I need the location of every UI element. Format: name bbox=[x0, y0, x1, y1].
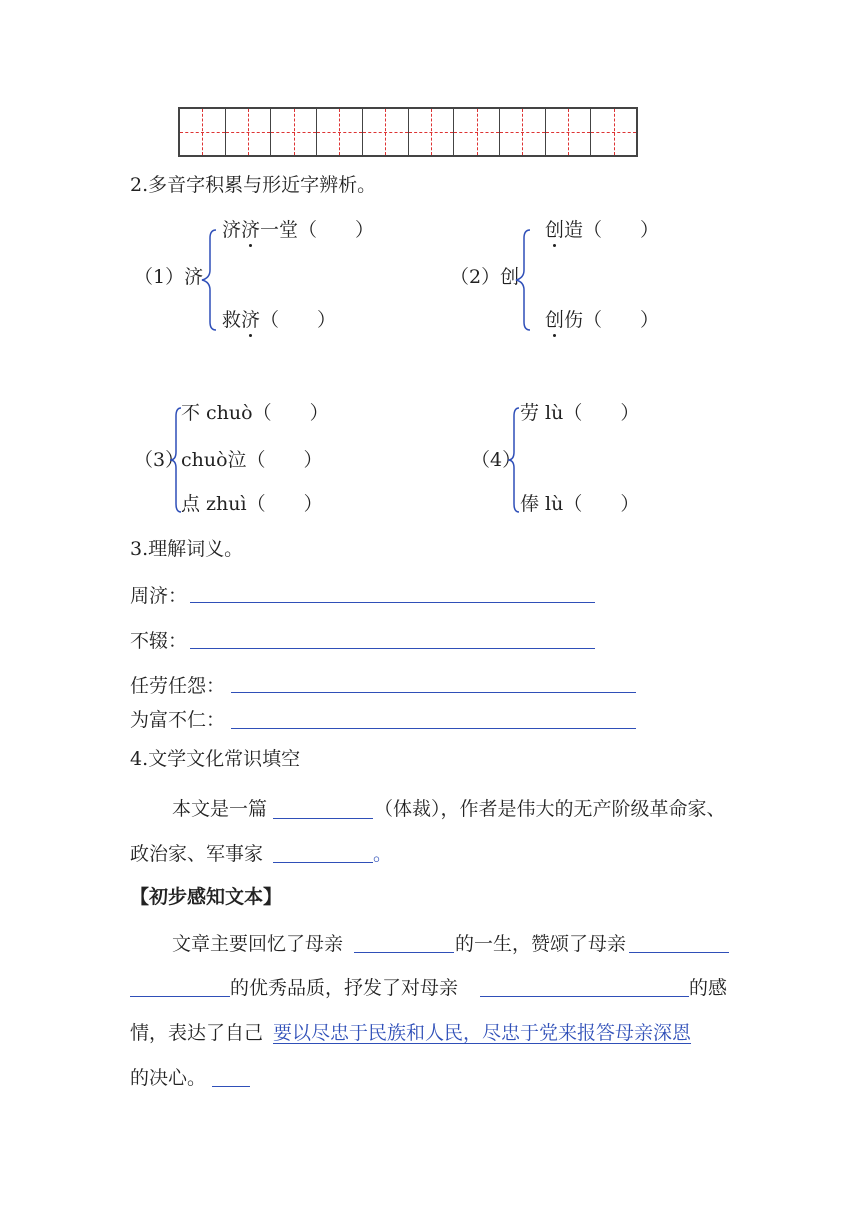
answer-blank[interactable] bbox=[190, 648, 595, 649]
sec-line-3-answer: 要以尽忠于民族和人民，尽忠于党来报答母亲深恩 bbox=[273, 1022, 692, 1044]
answer-blank[interactable] bbox=[629, 952, 729, 953]
answer-blank[interactable] bbox=[212, 1086, 250, 1087]
sec-line-3-start: 情，表达了自己 bbox=[130, 1022, 264, 1044]
answer-blank[interactable] bbox=[130, 996, 230, 997]
group-3-label: （3） bbox=[134, 449, 185, 471]
answer-blank[interactable] bbox=[273, 862, 373, 863]
term-weifuburen: 为富不仁： bbox=[130, 709, 226, 731]
q4-line-1-start: 本文是一篇 bbox=[172, 798, 268, 820]
grid-cell[interactable] bbox=[409, 109, 455, 155]
answer-blank[interactable] bbox=[231, 728, 636, 729]
group-3-item-a: 不 chuò（ ） bbox=[181, 402, 329, 424]
sec-line-1-start: 文章主要回忆了母亲 bbox=[172, 933, 344, 955]
group-3-item-b: chuò泣（ ） bbox=[181, 449, 323, 471]
sec-line-2-end: 的感 bbox=[689, 977, 728, 999]
term-zhouji: 周济： bbox=[130, 585, 188, 607]
grid-cell[interactable] bbox=[226, 109, 272, 155]
writing-grid bbox=[178, 107, 638, 157]
question-2-title: 2.多音字积累与形近字辨析。 bbox=[130, 174, 377, 196]
grid-cell[interactable] bbox=[500, 109, 546, 155]
grid-cell[interactable] bbox=[454, 109, 500, 155]
q4-line-1-end: （体裁），作者是伟大的无产阶级革命家、 bbox=[374, 798, 726, 820]
group-1-bracket bbox=[200, 228, 220, 332]
group-1-label: （1）济 bbox=[134, 266, 204, 288]
grid-cell[interactable] bbox=[546, 109, 592, 155]
group-2-label: （2）创 bbox=[450, 266, 520, 288]
sec-line-1-mid: 的一生，赞颂了母亲 bbox=[455, 933, 627, 955]
grid-cell[interactable] bbox=[317, 109, 363, 155]
q4-line-2-end: 。 bbox=[373, 843, 393, 865]
group-2-item-a: 创造（ ） bbox=[545, 219, 660, 241]
group-2-item-b: 创伤（ ） bbox=[545, 309, 660, 331]
group-4-item-a: 劳 lù（ ） bbox=[520, 402, 640, 424]
question-4-title: 4.文学文化常识填空 bbox=[130, 748, 301, 770]
group-1-item-a: 济济一堂（ ） bbox=[222, 219, 375, 241]
section-heading: 【初步感知文本】 bbox=[130, 886, 283, 908]
answer-blank[interactable] bbox=[480, 996, 689, 997]
group-2-bracket bbox=[514, 228, 534, 332]
answer-blank[interactable] bbox=[354, 952, 454, 953]
group-4-item-b: 俸 lù（ ） bbox=[520, 493, 640, 515]
group-3-item-c: 点 zhuì（ ） bbox=[181, 493, 323, 515]
grid-cell[interactable] bbox=[363, 109, 409, 155]
grid-cell[interactable] bbox=[180, 109, 226, 155]
answer-blank[interactable] bbox=[231, 692, 636, 693]
grid-cell[interactable] bbox=[591, 109, 636, 155]
grid-cell[interactable] bbox=[271, 109, 317, 155]
question-3-title: 3.理解词义。 bbox=[130, 538, 244, 560]
group-4-label: （4） bbox=[471, 449, 522, 471]
answer-blank[interactable] bbox=[190, 602, 595, 603]
q4-line-2-start: 政治家、军事家 bbox=[130, 843, 264, 865]
term-buchuo: 不辍： bbox=[130, 630, 188, 652]
sec-line-2-mid: 的优秀品质，抒发了对母亲 bbox=[230, 977, 459, 999]
group-1-item-b: 救济（ ） bbox=[222, 309, 337, 331]
term-renlaorenyuan: 任劳任怨： bbox=[130, 675, 226, 697]
answer-blank[interactable] bbox=[273, 818, 373, 819]
sec-line-4-start: 的决心。 bbox=[130, 1067, 207, 1089]
